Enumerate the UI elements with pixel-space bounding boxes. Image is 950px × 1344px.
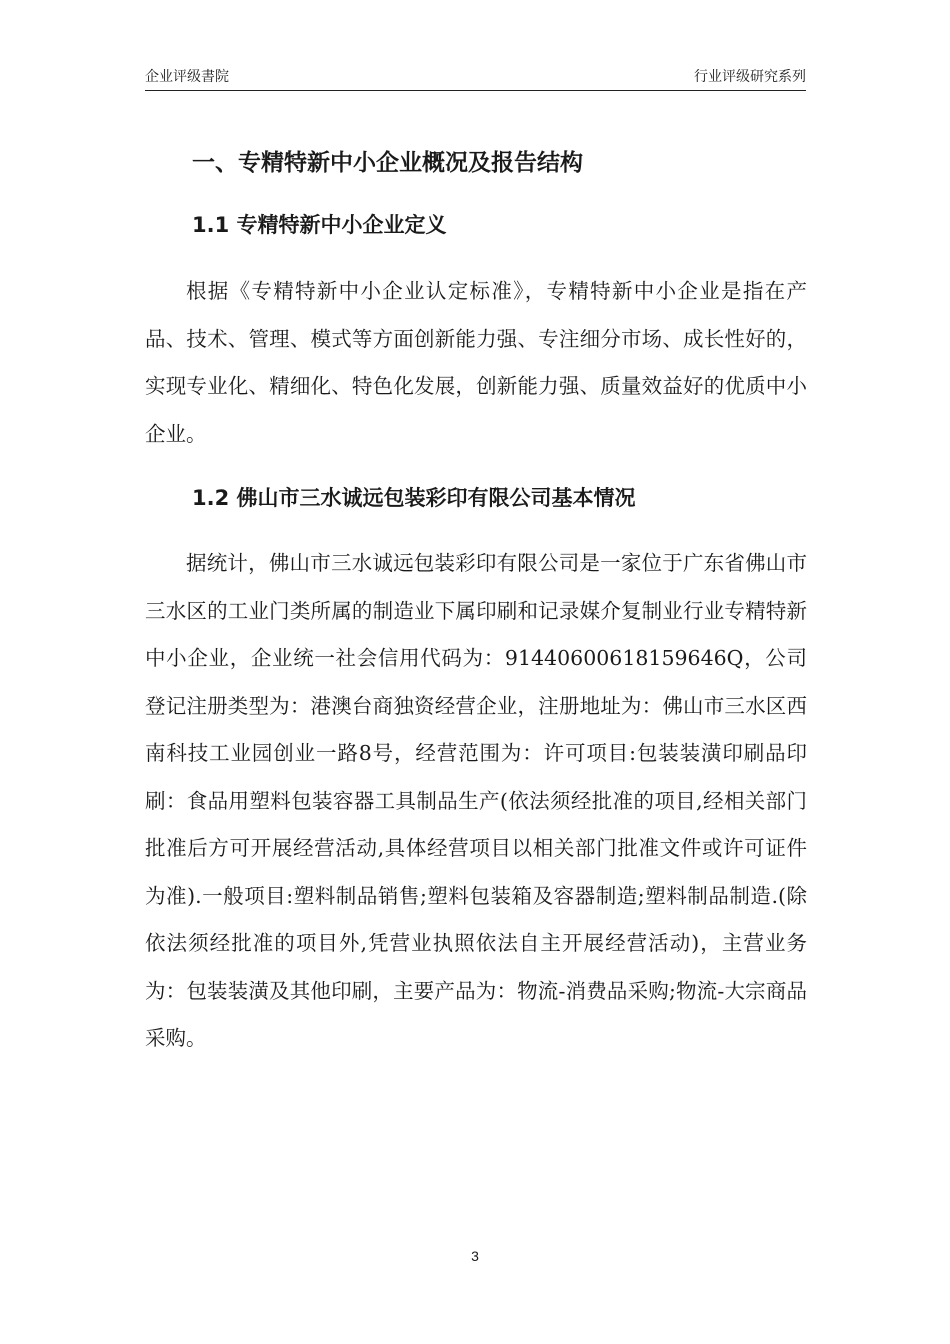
- page-header: [145, 66, 806, 91]
- header-left-title: 企业评级書院: [145, 68, 229, 84]
- company-info-paragraph: 据统计，佛山市三水诚远包装彩印有限公司是一家位于广东省佛山市三水区的工业门类所属的制造业下属印刷和记录媒介复制业行业专精特新中小企业，企业统一社会信用代码为：91440600618159646Q，公司登记注册类型为：港澳台商独资经营企业，注册地址为：佛山市三水区西南科技工业园创业一路8号，经营范围为：许可项目:包装装潢印刷品印刷：食品用塑料包装容器工具制品生产(依法须经批准的项目,经相关部门批准后方可开展经营活动,具体经营项目以相关部门批准文件或许可证件为准).一般项目:塑料制品销售;塑料包装箱及容器制造;塑料制品制造.(除依法须经批准的项目外,凭营业执照依法自主开展经营活动)，主营业务为：包装装潢及其他印刷，主要产品为：物流-消费品采购;物流-大宗商品采购。: [145, 551, 807, 1050]
- subsection-heading-1-2: 1.2 佛山市三水诚远包装彩印有限公司基本情况: [192, 486, 636, 510]
- subsection-heading-1-1: 1.1 专精特新中小企业定义: [192, 213, 447, 237]
- definition-paragraph: 根据《专精特新中小企业认定标准》，专精特新中小企业是指在产品、技术、管理、模式等方面创新能力强、专注细分市场、成长性好的，实现专业化、精细化、特色化发展，创新能力强、质量效益好的优质中小企业。: [145, 279, 807, 446]
- header-right-title: 行业评级研究系列: [694, 68, 806, 84]
- page-number: 3: [471, 1248, 479, 1264]
- section-heading-1: 一、专精特新中小企业概况及报告结构: [192, 150, 583, 176]
